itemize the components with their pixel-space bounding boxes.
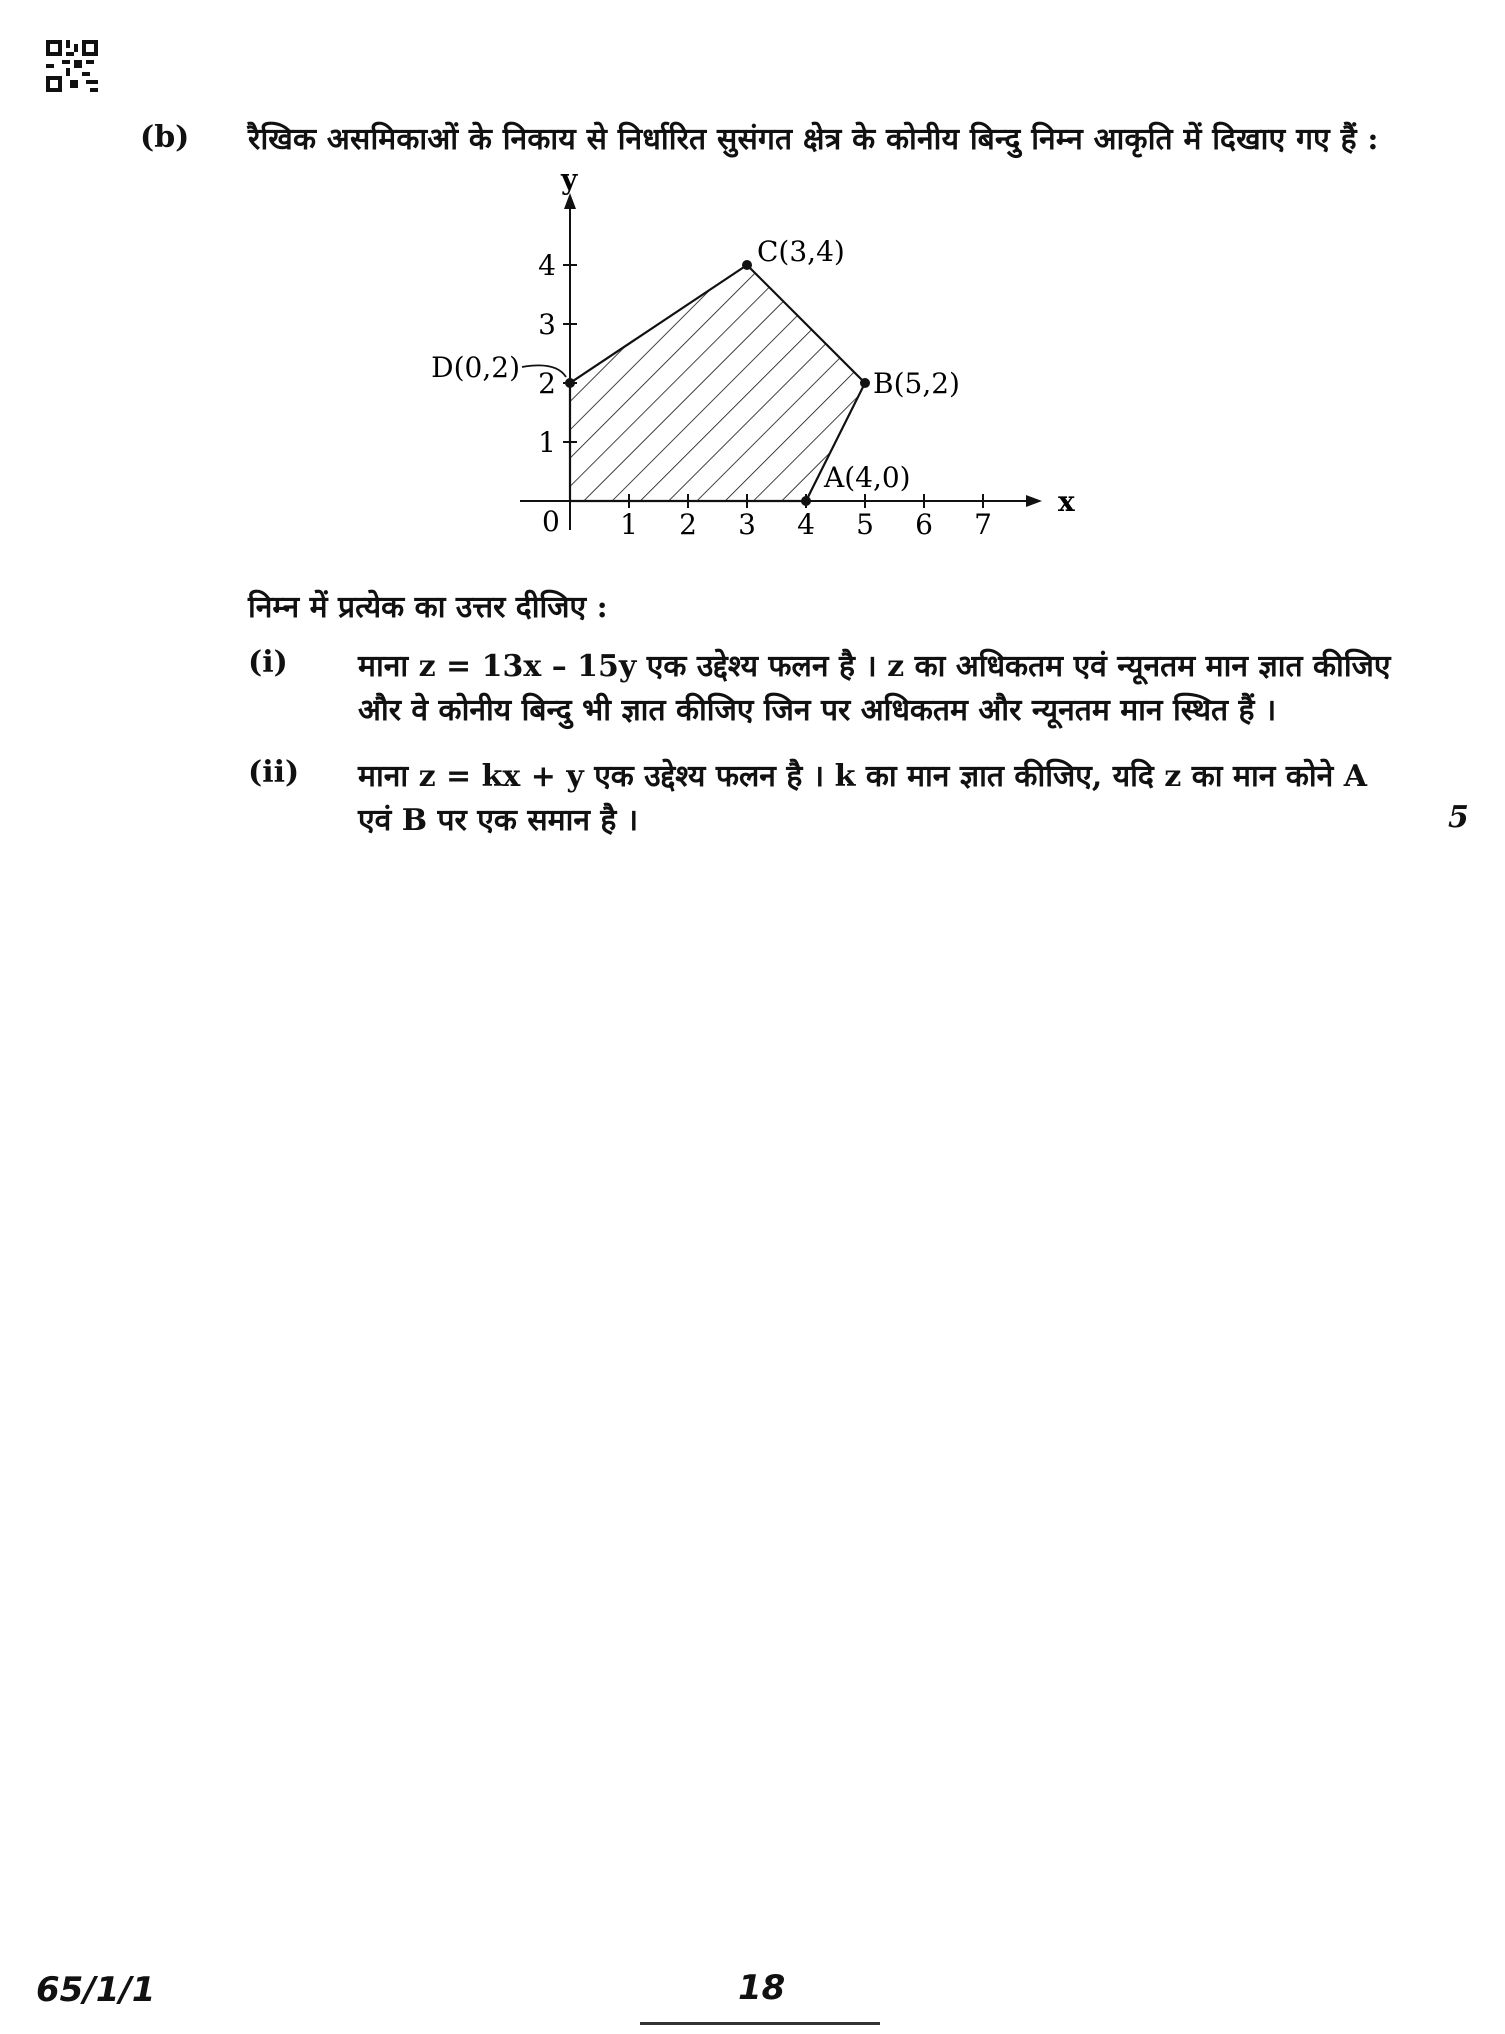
vertex-label: D(0,2) [431,351,520,384]
page-number: 18 [738,1968,786,2008]
sub-question-line: माना z = 13x – 15y एक उद्देश्य फलन है । z का अधिकतम एवं न्यूनतम मान ज्ञात कीजिए [358,649,1391,684]
sub-question-number: (i) [248,645,288,680]
x-tick-label: 2 [679,508,697,541]
y-tick-label: 2 [538,367,556,400]
marks: 5 [1448,800,1469,835]
x-tick-label: 4 [797,508,815,541]
y-axis-label: y [561,165,578,196]
vertex-point [565,378,575,388]
vertex-point [801,496,811,506]
vertex-label: B(5,2) [873,367,960,400]
footer-rule [640,2022,880,2025]
vertex-point [742,260,752,270]
y-tick-label: 3 [538,308,556,341]
x-tick-label: 3 [738,508,756,541]
y-tick-label: 4 [538,249,556,282]
origin-label: 0 [542,505,560,538]
x-tick-label: 1 [620,508,638,541]
x-tick-label: 7 [974,508,992,541]
vertex-label: A(4,0) [824,461,911,494]
x-axis-arrow-icon [1026,495,1042,507]
feasible-region [570,265,865,501]
paper-code: 65/1/1 [36,1970,156,2010]
sub-question-line: और वे कोनीय बिन्दु भी ज्ञात कीजिए जिन पर अधिकतम और न्यूनतम मान स्थित हैं । [358,693,1277,728]
vertex-label: C(3,4) [757,235,845,268]
sub-question-line: माना z = kx + y एक उद्देश्य फलन है । k का मान ज्ञात कीजिए, यदि z का मान कोने A [358,759,1368,794]
feasible-region-graph [410,165,1110,545]
y-tick-label: 1 [538,426,556,459]
sub-question-line: एवं B पर एक समान है । [358,803,639,838]
x-axis-label: x [1058,485,1075,518]
x-tick-label: 6 [915,508,933,541]
x-tick-label: 5 [856,508,874,541]
sub-question-number: (ii) [248,755,300,790]
question-part-label: (b) [140,120,190,155]
answer-prompt: निम्न में प्रत्येक का उत्तर दीजिए : [248,590,608,625]
qr-code-icon [46,40,98,92]
vertex-point [860,378,870,388]
question-intro: रैखिक असमिकाओं के निकाय से निर्धारित सुसंगत क्षेत्र के कोनीय बिन्दु निम्न आकृति में दिखाए गए हैं : [248,122,1379,157]
